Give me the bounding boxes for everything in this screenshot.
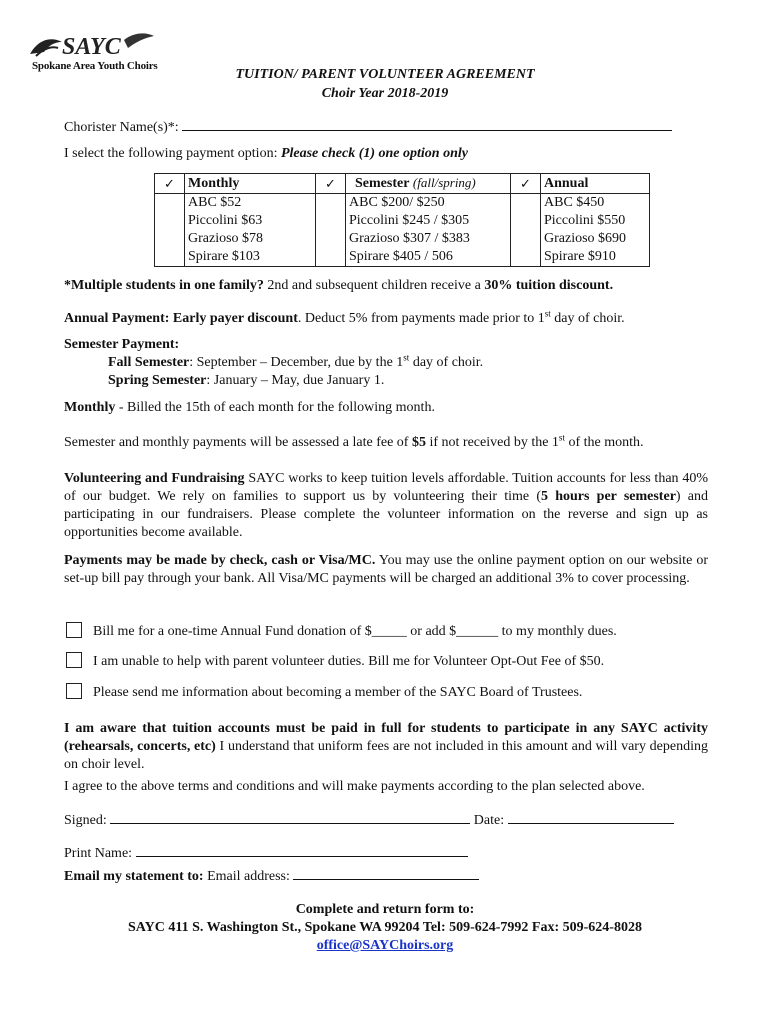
semester-option: ABC $200/ $250 xyxy=(346,194,511,213)
print-name-field[interactable] xyxy=(136,843,468,857)
check-icon: ✓ xyxy=(164,175,175,191)
semester-header: Semester xyxy=(355,176,410,191)
annual-check-cell[interactable] xyxy=(511,174,541,194)
annual-header: Annual xyxy=(541,174,650,194)
semester-header-note: (fall/spring) xyxy=(412,175,476,190)
options-row xyxy=(155,212,650,230)
date-field[interactable] xyxy=(508,810,674,824)
monthly-note: Monthly - Billed the 15th of each month for the following month. xyxy=(64,400,435,415)
late-fee-note: Semester and monthly payments will be assessed a late fee of $5 if not received by the 1st of the month. xyxy=(64,432,644,450)
logo-mark: SAYC xyxy=(62,34,121,60)
annual-option: Grazioso $690 xyxy=(541,230,650,248)
annual-option: ABC $450 xyxy=(541,194,650,213)
check-icon: ✓ xyxy=(520,175,531,191)
annual-payment-note: Annual Payment: Early payer discount. Deduct 5% from payments made prior to 1st day of choir. xyxy=(64,308,625,326)
chorister-name-label: Chorister Name(s)*: xyxy=(64,120,179,135)
return-form-heading: Complete and return form to: xyxy=(295,902,475,917)
form-title: TUITION/ PARENT VOLUNTEER AGREEMENT xyxy=(235,67,535,82)
date-label: Date: xyxy=(473,813,505,828)
semester-option: Grazioso $307 / $383 xyxy=(346,230,511,248)
agree-statement: I agree to the above terms and conditions and will make payments according to the plan selected above. xyxy=(64,779,645,794)
semester-header-cell xyxy=(346,174,511,194)
email-statement-label: Email my statement to: xyxy=(64,869,204,884)
email-row xyxy=(64,866,714,885)
semester-check-cell[interactable] xyxy=(316,174,346,194)
spring-semester-note: Spring Semester: January – May, due January 1. xyxy=(108,373,385,388)
monthly-option: ABC $52 xyxy=(185,194,316,213)
check-icon: ✓ xyxy=(325,175,336,191)
annual-fund-checkbox[interactable] xyxy=(66,622,82,638)
bird-logo-icon xyxy=(28,30,156,64)
options-row xyxy=(155,194,650,213)
payment-select-row xyxy=(64,146,714,162)
volunteer-opt-out-checkbox[interactable] xyxy=(66,652,82,668)
options-row xyxy=(155,230,650,248)
options-header-row xyxy=(155,174,650,194)
contact-email-link[interactable]: office@SAYChoirs.org xyxy=(316,938,454,953)
board-info-label: Please send me information about becoming a member of the SAYC Board of Trustees. xyxy=(93,685,583,700)
annual-option: Piccolini $550 xyxy=(541,212,650,230)
logo-text: Spokane Area Youth Choirs xyxy=(32,60,158,72)
semester-option: Spirare $405 / 506 xyxy=(346,248,511,267)
board-info-checkbox[interactable] xyxy=(66,683,82,699)
contact-email-row xyxy=(0,938,770,954)
volunteer-opt-out-label: I am unable to help with parent volunteer duties. Bill me for Volunteer Opt-Out Fee of $50. xyxy=(93,654,605,669)
monthly-option: Spirare $103 xyxy=(185,248,316,267)
options-row xyxy=(155,248,650,267)
monthly-header: Monthly xyxy=(185,174,316,194)
print-name-row xyxy=(64,843,714,862)
aware-paragraph: I am aware that tuition accounts must be paid in full for students to participate in any SAYC activity (rehearsals, concerts, etc) I understand that uniform fees are not included in this amount and will vary depending on choir level. xyxy=(64,721,708,772)
form-subtitle: Choir Year 2018-2019 xyxy=(321,86,449,101)
volunteering-paragraph: Volunteering and Fundraising SAYC works to keep tuition levels affordable. Tuition accounts for less than 40% of our budget. We rely on families to support us by volunteering their time (5 hours per semester) and participating in our fundraisers. Please complete the volunteer information on the reverse and sign up as opportunities become available. xyxy=(64,471,708,540)
signature-field[interactable] xyxy=(110,810,470,824)
print-name-label: Print Name: xyxy=(64,846,133,861)
signed-label: Signed: xyxy=(64,813,107,828)
semester-option: Piccolini $245 / $305 xyxy=(346,212,511,230)
payments-paragraph: Payments may be made by check, cash or Visa/MC. You may use the online payment option on our website or set-up bill pay through your bank. All Visa/MC payments will be charged an additional 3% to cover processing. xyxy=(64,553,708,586)
contact-address: SAYC 411 S. Washington St., Spokane WA 99204 Tel: 509-624-7992 Fax: 509-624-8028 xyxy=(128,920,642,935)
fall-semester-note: Fall Semester: September – December, due by the 1st day of choir. xyxy=(108,352,484,370)
payment-select-emphasis: Please check (1) one option only xyxy=(280,146,468,161)
email-field[interactable] xyxy=(293,866,479,880)
monthly-check-cell[interactable] xyxy=(155,174,185,194)
chorister-name-field[interactable] xyxy=(182,117,672,131)
chorister-name-row xyxy=(64,117,714,136)
signature-row xyxy=(64,810,714,829)
multiple-students-note: *Multiple students in one family? 2nd and subsequent children receive a 30% tuition discount. xyxy=(64,278,614,293)
monthly-option: Grazioso $78 xyxy=(185,230,316,248)
email-address-label: Email address: xyxy=(203,869,290,884)
payment-select-text: I select the following payment option: xyxy=(64,146,278,161)
payment-options-table xyxy=(154,173,650,267)
annual-option: Spirare $910 xyxy=(541,248,650,267)
monthly-option: Piccolini $63 xyxy=(185,212,316,230)
semester-payment-heading: Semester Payment: xyxy=(64,337,180,352)
annual-fund-label: Bill me for a one-time Annual Fund donation of $_____ or add $______ to my monthly dues. xyxy=(93,624,617,639)
